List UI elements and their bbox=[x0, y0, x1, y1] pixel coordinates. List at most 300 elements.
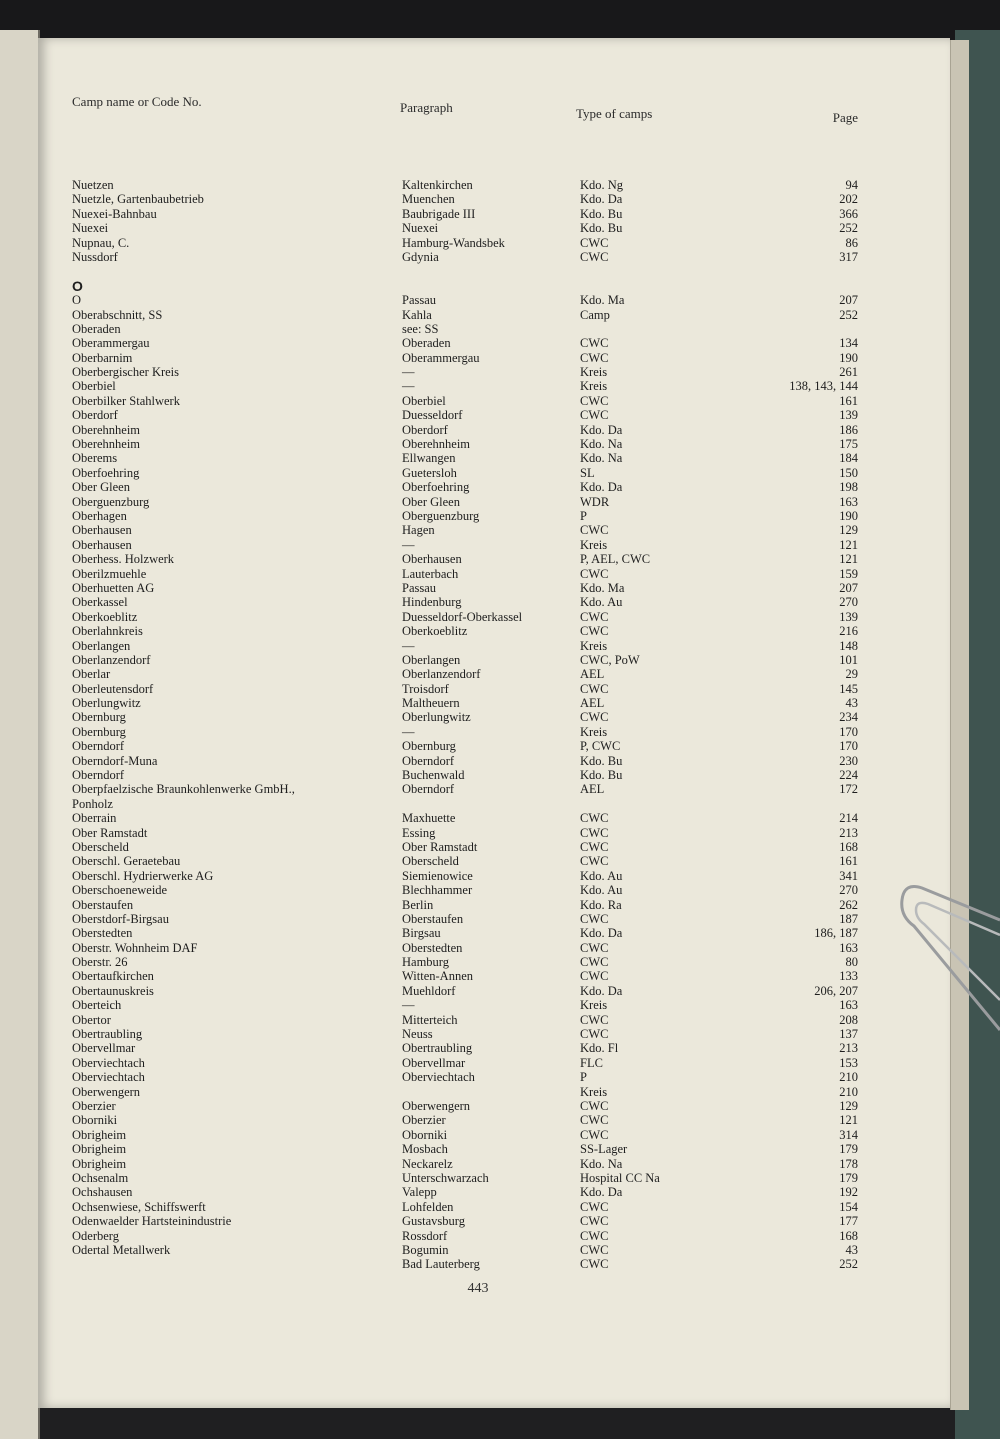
page-ref: 179 bbox=[839, 1170, 858, 1185]
page-ref: 224 bbox=[839, 768, 858, 783]
page-ref: 101 bbox=[839, 652, 858, 667]
camp-type: Kreis bbox=[580, 365, 608, 380]
table-row bbox=[38, 696, 950, 710]
table-row bbox=[38, 567, 950, 581]
camp-name: Oberehnheim bbox=[72, 437, 141, 452]
camp-name: Oberlahnkreis bbox=[72, 624, 143, 639]
table-row bbox=[38, 1085, 950, 1099]
camp-name: Oberndorf bbox=[72, 768, 125, 783]
camp-name: Odenwaelder Hartsteinindustrie bbox=[72, 1214, 232, 1229]
paragraph: Passau bbox=[402, 293, 437, 308]
camp-name: Obrigheim bbox=[72, 1142, 127, 1157]
paragraph: Siemienowice bbox=[402, 868, 473, 883]
camp-type: Kdo. Ra bbox=[580, 897, 622, 912]
camp-type: SS-Lager bbox=[580, 1142, 628, 1157]
page-ref: 262 bbox=[839, 897, 858, 912]
camp-type: Kreis bbox=[580, 998, 608, 1013]
page-number: 443 bbox=[467, 1281, 489, 1296]
camp-type: Kdo. Da bbox=[580, 480, 623, 495]
camp-name: Oberviechtach bbox=[72, 1055, 145, 1070]
page-ref: 252 bbox=[839, 307, 858, 322]
page-ref: 317 bbox=[839, 249, 858, 264]
table-row bbox=[38, 480, 950, 494]
paragraph: Duesseldorf bbox=[402, 408, 463, 423]
paragraph: Passau bbox=[402, 580, 437, 595]
table-row bbox=[38, 538, 950, 552]
table-row bbox=[38, 797, 950, 811]
table-row bbox=[38, 322, 950, 336]
paragraph: Obertraubling bbox=[402, 1041, 473, 1056]
table-row bbox=[38, 1200, 950, 1214]
table-row bbox=[38, 1013, 950, 1027]
paragraph: — bbox=[402, 537, 415, 552]
table-row bbox=[38, 624, 950, 638]
table-row bbox=[38, 336, 950, 350]
table-row bbox=[38, 250, 950, 264]
page-ref: 43 bbox=[845, 1242, 858, 1257]
camp-name: Obertaunuskreis bbox=[72, 983, 154, 998]
table-row bbox=[38, 495, 950, 509]
table-row bbox=[38, 854, 950, 868]
paragraph: — bbox=[402, 365, 415, 380]
camp-type: Kdo. Da bbox=[580, 983, 623, 998]
table-row bbox=[38, 523, 950, 537]
page-ref: 134 bbox=[839, 336, 858, 351]
table-row bbox=[38, 595, 950, 609]
table-row bbox=[38, 207, 950, 221]
paragraph: Oberscheld bbox=[402, 854, 459, 869]
table-row bbox=[38, 969, 950, 983]
camp-name: Oberems bbox=[72, 451, 118, 466]
paragraph: Hagen bbox=[402, 523, 435, 538]
table-row bbox=[38, 1027, 950, 1041]
paragraph: Valepp bbox=[402, 1185, 437, 1200]
page-ref: 163 bbox=[839, 940, 858, 955]
paragraph: Unterschwarzach bbox=[402, 1170, 489, 1185]
paragraph: Oberviechtach bbox=[402, 1070, 475, 1085]
camp-name: Oberlungwitz bbox=[72, 696, 141, 711]
paragraph: Muehldorf bbox=[402, 983, 456, 998]
camp-type: CWC bbox=[580, 710, 609, 725]
paragraph: Neckarelz bbox=[402, 1156, 453, 1171]
table-row bbox=[38, 466, 950, 480]
table-row bbox=[38, 437, 950, 451]
camp-name: Oberschl. Geraetebau bbox=[72, 854, 181, 869]
camp-type: P, CWC bbox=[580, 739, 621, 754]
paragraph: Oberdorf bbox=[402, 422, 448, 437]
page-ref: 252 bbox=[839, 1257, 858, 1272]
paragraph: Ober Gleen bbox=[402, 494, 460, 509]
table-row bbox=[38, 998, 950, 1012]
table-row bbox=[38, 912, 950, 926]
camp-name: Oborniki bbox=[72, 1113, 118, 1128]
table-row bbox=[38, 739, 950, 753]
camp-type: CWC bbox=[580, 1214, 609, 1229]
paragraph: — bbox=[402, 638, 415, 653]
table-row bbox=[38, 941, 950, 955]
paragraph: Lauterbach bbox=[402, 566, 459, 581]
paragraph: Baubrigade III bbox=[402, 206, 476, 221]
paragraph: Obernburg bbox=[402, 739, 456, 754]
camp-type: CWC bbox=[580, 811, 609, 826]
header-page: Page bbox=[832, 110, 858, 125]
paragraph: Nuexei bbox=[402, 221, 439, 236]
camp-name: Obertor bbox=[72, 1012, 111, 1027]
camp-name: Oberstr. Wohnheim DAF bbox=[72, 940, 198, 955]
page-ref: 168 bbox=[839, 1228, 858, 1243]
page-ref: 214 bbox=[839, 811, 858, 826]
camp-type: Kdo. Ma bbox=[580, 580, 625, 595]
header-camp-name: Camp name or Code No. bbox=[72, 94, 202, 109]
camp-type: Kdo. Ma bbox=[580, 293, 625, 308]
page-ref: 138, 143, 144 bbox=[789, 379, 858, 394]
camp-name: Oberstdorf-Birgsau bbox=[72, 911, 169, 926]
paragraph: Oberehnheim bbox=[402, 437, 471, 452]
page-ref: 163 bbox=[839, 494, 858, 509]
table-row bbox=[38, 826, 950, 840]
camp-type: CWC bbox=[580, 566, 609, 581]
camp-name: Oberhausen bbox=[72, 537, 132, 552]
table-row bbox=[38, 811, 950, 825]
camp-name: Obernburg bbox=[72, 710, 126, 725]
camp-type: Kreis bbox=[580, 724, 608, 739]
page-ref: 86 bbox=[845, 235, 858, 250]
camp-type: CWC bbox=[580, 1127, 609, 1142]
table-row bbox=[38, 984, 950, 998]
camp-type: CWC bbox=[580, 408, 609, 423]
camp-type: CWC bbox=[580, 609, 609, 624]
table-row bbox=[38, 840, 950, 854]
header-paragraph: Paragraph bbox=[400, 100, 453, 115]
camp-type: Kreis bbox=[580, 638, 608, 653]
page-ref: 207 bbox=[839, 293, 858, 308]
camp-name: Oberstr. 26 bbox=[72, 955, 128, 970]
page-ref: 148 bbox=[839, 638, 858, 653]
camp-name: Oberguenzburg bbox=[72, 494, 150, 509]
table-row bbox=[38, 236, 950, 250]
page-ref: 184 bbox=[839, 451, 858, 466]
table-row bbox=[38, 682, 950, 696]
camp-name: Oberbergischer Kreis bbox=[72, 365, 180, 380]
paragraph: Troisdorf bbox=[402, 681, 449, 696]
page-ref: 190 bbox=[839, 508, 858, 523]
table-row bbox=[38, 308, 950, 322]
camp-type: Kdo. Au bbox=[580, 868, 623, 883]
camp-name: Oberstaufen bbox=[72, 897, 134, 912]
paragraph: Oborniki bbox=[402, 1127, 448, 1142]
camp-name: Nupnau, C. bbox=[72, 235, 130, 250]
camp-type: CWC bbox=[580, 854, 609, 869]
paragraph: Witten-Annen bbox=[402, 969, 474, 984]
page-ref: 129 bbox=[839, 523, 858, 538]
page-ref: 198 bbox=[839, 480, 858, 495]
camp-type: CWC bbox=[580, 1199, 609, 1214]
table-row bbox=[38, 1142, 950, 1156]
paragraph: Mosbach bbox=[402, 1142, 448, 1157]
paragraph: Oberammergau bbox=[402, 350, 480, 365]
camp-name: Oberlangen bbox=[72, 638, 131, 653]
camp-name: Oberlanzendorf bbox=[72, 652, 151, 667]
camp-type: CWC bbox=[580, 1257, 609, 1272]
previous-page-edge bbox=[0, 30, 40, 1439]
camp-type: FLC bbox=[580, 1055, 603, 1070]
paragraph: Obervellmar bbox=[402, 1055, 466, 1070]
camp-type: CWC bbox=[580, 825, 609, 840]
camp-type: CWC bbox=[580, 350, 609, 365]
camp-name: Oberteich bbox=[72, 998, 122, 1013]
camp-type: CWC bbox=[580, 1099, 609, 1113]
camp-type: Kdo. Bu bbox=[580, 753, 623, 768]
page-ref: 314 bbox=[839, 1127, 858, 1142]
table-row bbox=[38, 1185, 950, 1199]
camp-name: Obernburg bbox=[72, 724, 126, 739]
paragraph: Gustavsburg bbox=[402, 1214, 465, 1229]
camp-type: Kdo. Au bbox=[580, 595, 623, 610]
page-ref: 341 bbox=[839, 868, 858, 883]
table-row bbox=[38, 1243, 950, 1257]
camp-type: CWC bbox=[580, 1228, 609, 1243]
camp-type: P bbox=[580, 508, 587, 523]
camp-name: Oberhagen bbox=[72, 508, 127, 523]
paragraph: Bad Lauterberg bbox=[402, 1257, 480, 1272]
paragraph: Hamburg bbox=[402, 955, 449, 970]
page-ref: 137 bbox=[839, 1027, 858, 1042]
camp-type: Kdo. Da bbox=[580, 926, 623, 941]
camp-name: Oberhess. Holzwerk bbox=[72, 552, 175, 567]
page-stack-edge bbox=[950, 40, 969, 1410]
header-type: Type of camps bbox=[576, 106, 653, 121]
paragraph: Maxhuette bbox=[402, 811, 456, 826]
camp-type: CWC bbox=[580, 681, 609, 696]
page-ref: 202 bbox=[839, 192, 858, 207]
camp-name: Ochsenwiese, Schiffswerft bbox=[72, 1199, 206, 1214]
camp-type: AEL bbox=[580, 782, 605, 797]
table-row bbox=[38, 653, 950, 667]
paragraph: Oberlangen bbox=[402, 652, 461, 667]
camp-name: Oberbilker Stahlwerk bbox=[72, 393, 180, 408]
page-ref: 129 bbox=[839, 1099, 858, 1113]
table-row bbox=[38, 1257, 950, 1271]
table-row bbox=[38, 552, 950, 566]
paragraph: — bbox=[402, 379, 415, 394]
page-ref: 208 bbox=[839, 1012, 858, 1027]
camp-name: Oberschl. Hydrierwerke AG bbox=[72, 868, 214, 883]
camp-type: P bbox=[580, 1070, 587, 1085]
camp-type: Kdo. Na bbox=[580, 1156, 623, 1171]
camp-name: Oberschoeneweide bbox=[72, 883, 168, 898]
table-row bbox=[38, 1171, 950, 1185]
table-row bbox=[38, 1128, 950, 1142]
camp-name: Oberlar bbox=[72, 667, 111, 682]
camp-name: Nuexei-Bahnbau bbox=[72, 206, 157, 221]
table-row bbox=[38, 1056, 950, 1070]
camp-name: O bbox=[72, 277, 83, 294]
table-row bbox=[38, 869, 950, 883]
page-ref: 172 bbox=[839, 782, 858, 797]
camp-name: Oberkassel bbox=[72, 595, 128, 610]
camp-type: CWC bbox=[580, 1027, 609, 1042]
table-row bbox=[38, 1157, 950, 1171]
camp-type: CWC bbox=[580, 393, 609, 408]
camp-name: Oderberg bbox=[72, 1228, 119, 1243]
paragraph: Oberwengern bbox=[402, 1099, 471, 1113]
table-row bbox=[38, 667, 950, 681]
page-ref: 159 bbox=[839, 566, 858, 581]
table-row bbox=[38, 710, 950, 724]
camp-name: Oberkoeblitz bbox=[72, 609, 138, 624]
table-row bbox=[38, 1041, 950, 1055]
paragraph: Kahla bbox=[402, 307, 432, 322]
paragraph: Ober Ramstadt bbox=[402, 839, 478, 854]
page-ref: 216 bbox=[839, 624, 858, 639]
table-row bbox=[38, 365, 950, 379]
camp-type: CWC bbox=[580, 336, 609, 351]
paragraph: Berlin bbox=[402, 897, 434, 912]
camp-type: Kdo. Au bbox=[580, 883, 623, 898]
paragraph: Maltheuern bbox=[402, 696, 460, 711]
camp-type: Kdo. Bu bbox=[580, 768, 623, 783]
page-ref: 154 bbox=[839, 1199, 858, 1214]
page-ref: 153 bbox=[839, 1055, 858, 1070]
paragraph: Oberndorf bbox=[402, 782, 455, 797]
index-table bbox=[38, 178, 950, 1272]
page-ref: 190 bbox=[839, 350, 858, 365]
camp-type: Camp bbox=[580, 307, 610, 322]
table-row bbox=[38, 408, 950, 422]
camp-name: Oberilzmuehle bbox=[72, 566, 147, 581]
page-ref: 252 bbox=[839, 221, 858, 236]
paragraph: Oberndorf bbox=[402, 753, 455, 768]
camp-name: Oberrain bbox=[72, 811, 117, 826]
paragraph: Oberfoehring bbox=[402, 480, 470, 495]
page-ref: 186, 187 bbox=[814, 926, 858, 941]
camp-name: Nuexei bbox=[72, 221, 109, 236]
camp-type: Kreis bbox=[580, 1084, 608, 1099]
camp-type: Kdo. Fl bbox=[580, 1041, 619, 1056]
paragraph: Oberhausen bbox=[402, 552, 462, 567]
page-ref: 43 bbox=[845, 696, 858, 711]
camp-type: WDR bbox=[580, 494, 610, 509]
camp-name: Oberabschnitt, SS bbox=[72, 307, 163, 322]
camp-type: CWC, PoW bbox=[580, 652, 640, 667]
document-page bbox=[38, 38, 950, 1408]
camp-type: CWC bbox=[580, 1242, 609, 1257]
page-ref: 145 bbox=[839, 681, 858, 696]
camp-type: CWC bbox=[580, 940, 609, 955]
camp-name: Oberehnheim bbox=[72, 422, 141, 437]
table-row bbox=[38, 509, 950, 523]
page-ref: 210 bbox=[839, 1070, 858, 1085]
page-ref: 121 bbox=[839, 537, 858, 552]
camp-name: Odertal Metallwerk bbox=[72, 1242, 171, 1257]
camp-name: Oberbarnim bbox=[72, 350, 133, 365]
table-row bbox=[38, 451, 950, 465]
page-ref: 163 bbox=[839, 998, 858, 1013]
table-row bbox=[38, 279, 950, 293]
camp-name: Oberhuetten AG bbox=[72, 580, 155, 595]
paragraph: Duesseldorf-Oberkassel bbox=[402, 609, 523, 624]
camp-name: Ober Gleen bbox=[72, 480, 130, 495]
camp-type: CWC bbox=[580, 235, 609, 250]
page-ref: 261 bbox=[839, 365, 858, 380]
camp-name: Ponholz bbox=[72, 796, 113, 811]
table-row bbox=[38, 898, 950, 912]
page-ref: 80 bbox=[845, 955, 858, 970]
paragraph: Neuss bbox=[402, 1027, 433, 1042]
table-row bbox=[38, 610, 950, 624]
paragraph: Hamburg-Wandsbek bbox=[402, 235, 505, 250]
paragraph: Kaltenkirchen bbox=[402, 178, 473, 192]
table-row bbox=[38, 379, 950, 393]
page-ref: 94 bbox=[845, 178, 858, 192]
camp-name: Oberaden bbox=[72, 321, 121, 336]
table-row bbox=[38, 1070, 950, 1084]
camp-name: Oberzier bbox=[72, 1099, 116, 1113]
camp-name: Nussdorf bbox=[72, 249, 118, 264]
page-ref: 230 bbox=[839, 753, 858, 768]
page-ref: 175 bbox=[839, 437, 858, 452]
page-ref: 177 bbox=[839, 1214, 858, 1229]
camp-name: Obrigheim bbox=[72, 1127, 127, 1142]
page-ref: 179 bbox=[839, 1142, 858, 1157]
camp-type: CWC bbox=[580, 249, 609, 264]
camp-name: Obrigheim bbox=[72, 1156, 127, 1171]
camp-name: Ochsenalm bbox=[72, 1170, 129, 1185]
camp-name: Nuetzle, Gartenbaubetrieb bbox=[72, 192, 204, 207]
table-row bbox=[38, 1099, 950, 1113]
paragraph: — bbox=[402, 724, 415, 739]
camp-type: Kdo. Bu bbox=[580, 221, 623, 236]
paragraph: Mitterteich bbox=[402, 1012, 458, 1027]
paragraph: Oberzier bbox=[402, 1113, 446, 1128]
camp-type: CWC bbox=[580, 911, 609, 926]
camp-name: Oberammergau bbox=[72, 336, 150, 351]
table-row bbox=[38, 178, 950, 192]
paragraph: Buchenwald bbox=[402, 768, 465, 783]
camp-type: Kdo. Da bbox=[580, 422, 623, 437]
camp-type: CWC bbox=[580, 1012, 609, 1027]
page-ref: 213 bbox=[839, 825, 858, 840]
page-ref: 206, 207 bbox=[814, 983, 858, 998]
camp-name: Oberleutensdorf bbox=[72, 681, 154, 696]
camp-name: Oberbiel bbox=[72, 379, 116, 394]
camp-type: CWC bbox=[580, 624, 609, 639]
camp-type: CWC bbox=[580, 839, 609, 854]
page-ref: 29 bbox=[845, 667, 858, 682]
camp-type: CWC bbox=[580, 969, 609, 984]
paragraph: Bogumin bbox=[402, 1242, 449, 1257]
paragraph: Ellwangen bbox=[402, 451, 456, 466]
page-ref: 121 bbox=[839, 1113, 858, 1128]
table-row bbox=[38, 782, 950, 796]
camp-name: Oberpfaelzische Braunkohlenwerke GmbH., bbox=[72, 782, 295, 797]
camp-name: O bbox=[72, 293, 82, 308]
page-ref: 161 bbox=[839, 854, 858, 869]
camp-type: Hospital CC Na bbox=[580, 1170, 660, 1185]
camp-name: Oberviechtach bbox=[72, 1070, 145, 1085]
page-ref: 187 bbox=[839, 911, 858, 926]
paragraph: Gdynia bbox=[402, 249, 439, 264]
page-ref: 213 bbox=[839, 1041, 858, 1056]
camp-name: Oberndorf-Muna bbox=[72, 753, 158, 768]
camp-type: CWC bbox=[580, 1113, 609, 1128]
table-row bbox=[38, 1113, 950, 1127]
camp-name: Obertraubling bbox=[72, 1027, 143, 1042]
camp-type: Kreis bbox=[580, 379, 608, 394]
camp-type: Kdo. Na bbox=[580, 437, 623, 452]
table-row bbox=[38, 581, 950, 595]
page-ref: 161 bbox=[839, 393, 858, 408]
